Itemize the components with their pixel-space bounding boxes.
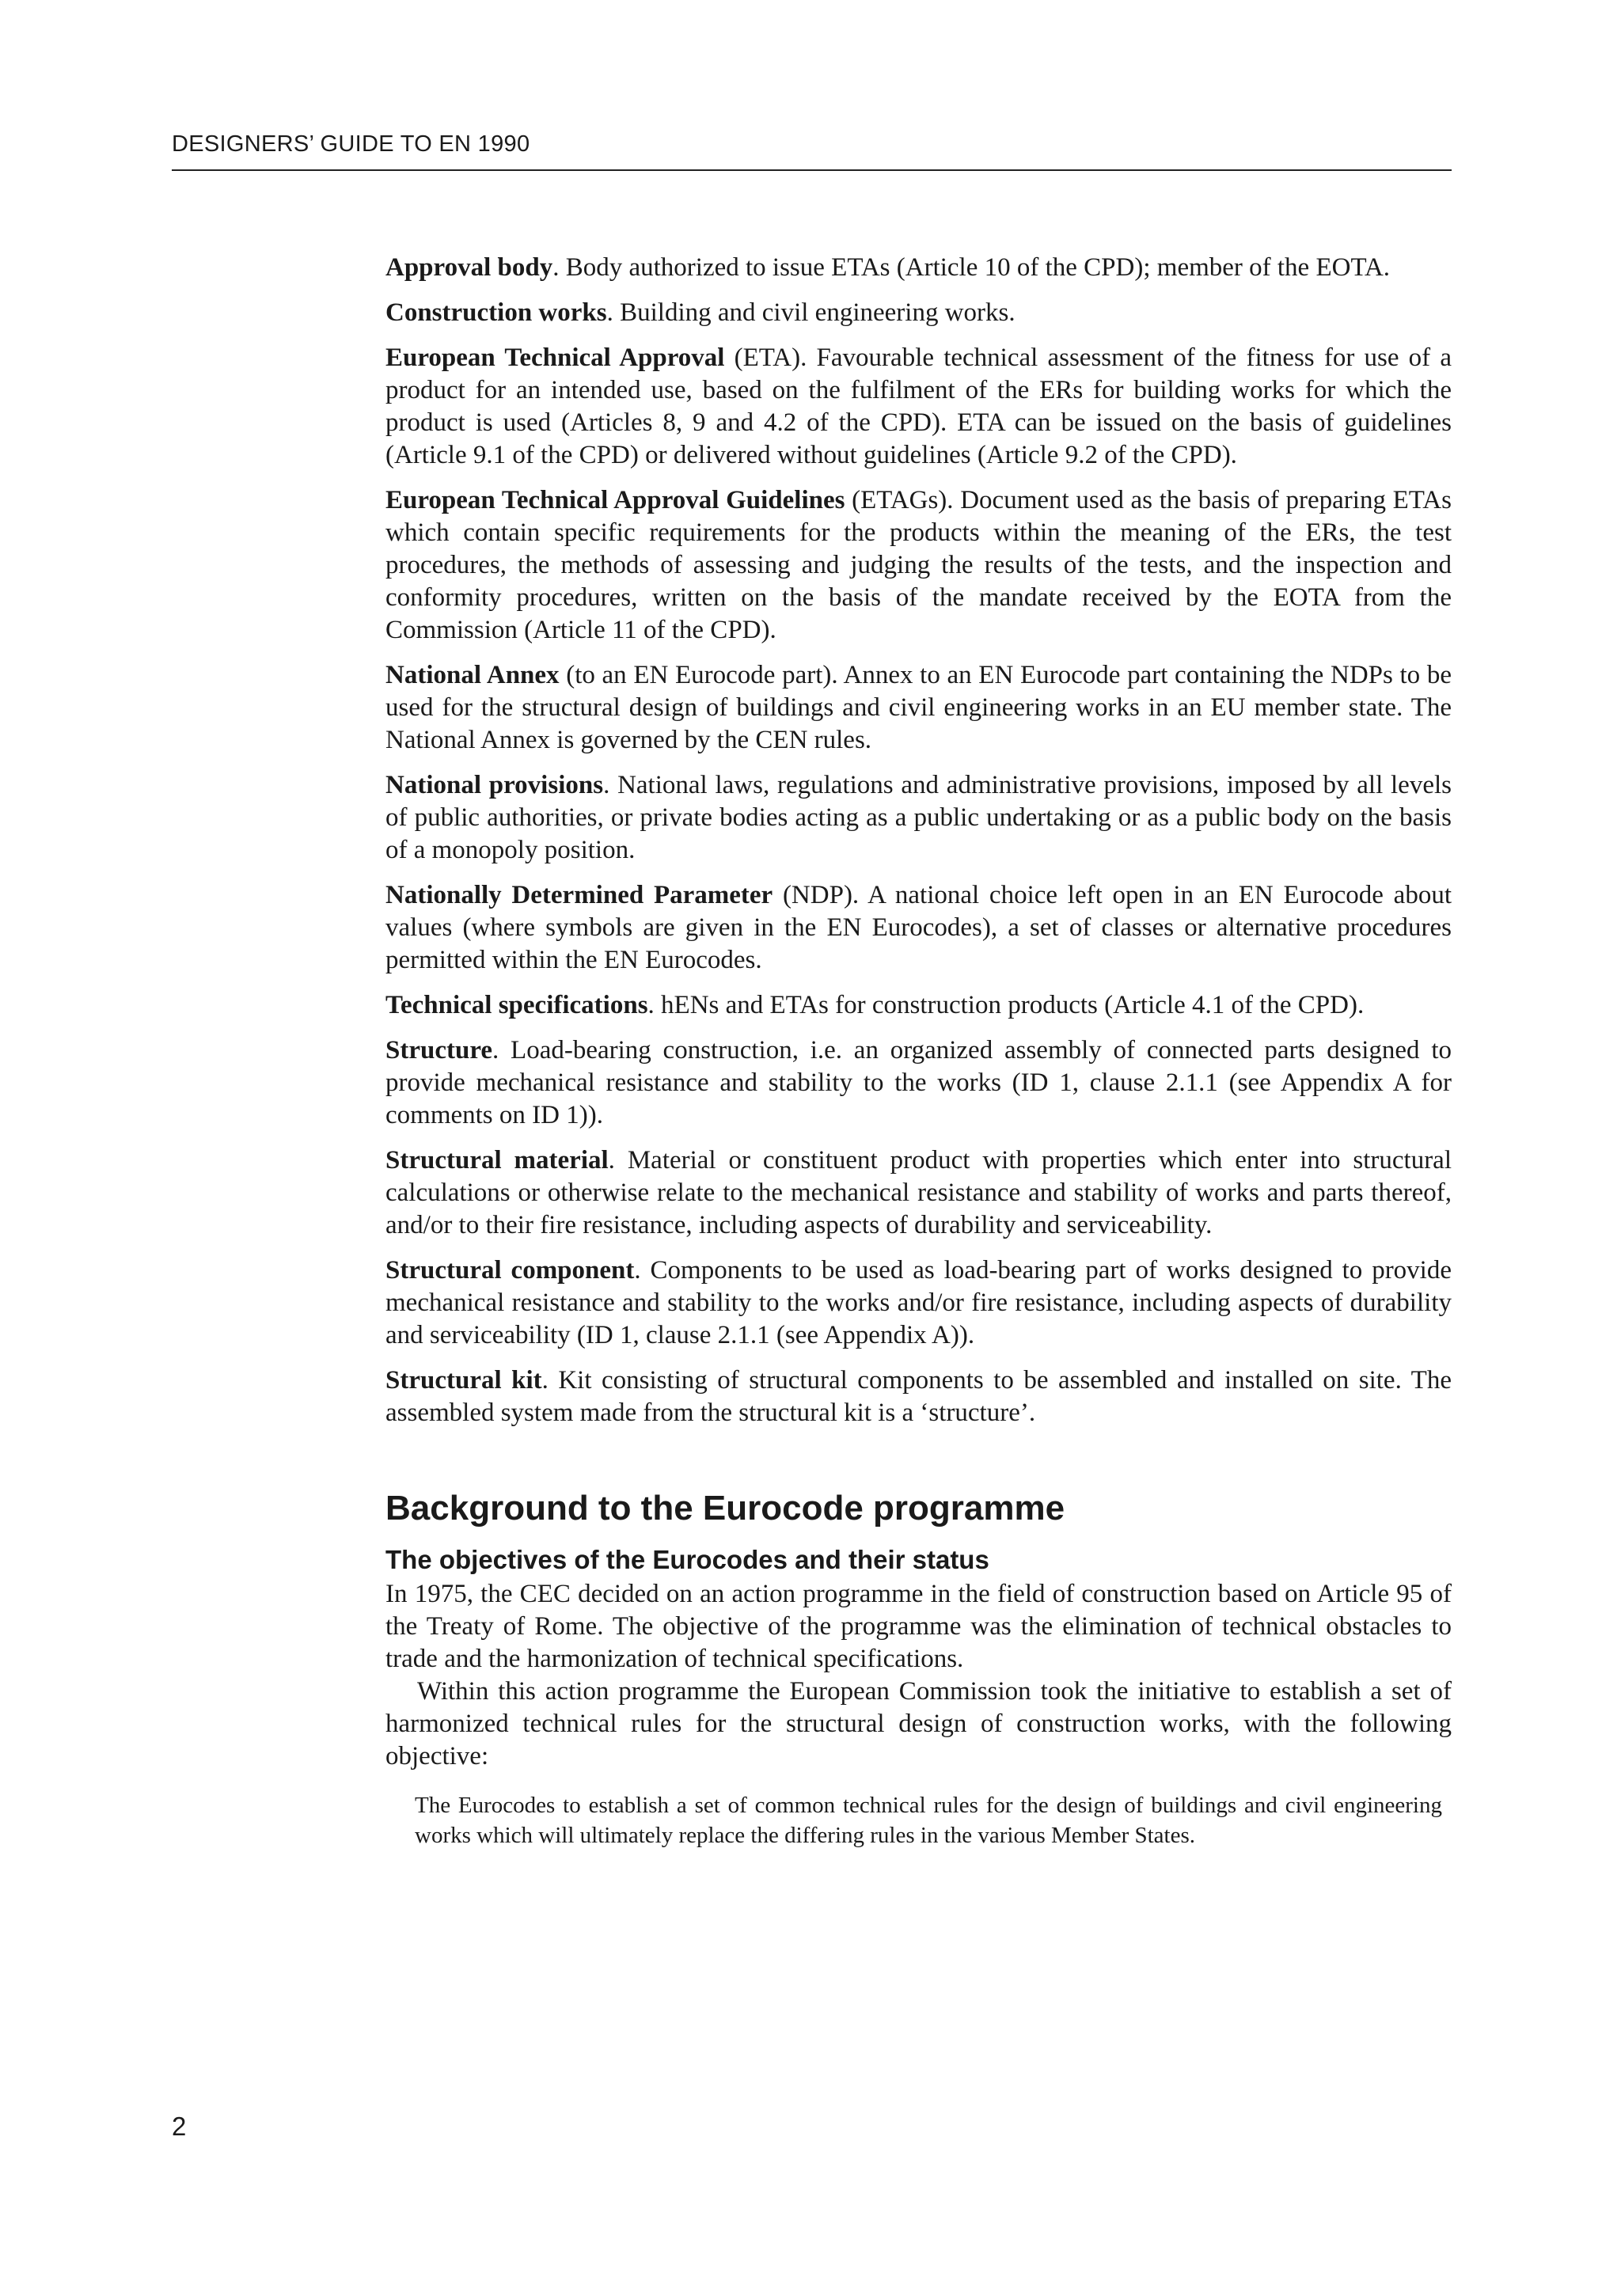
definition-european-technical-approval xyxy=(385,342,1452,472)
body-paragraph: In 1975, the CEC decided on an action programme in the field of construction based on Article 95 of the Treaty of Rome. The objective of the programme was the elimination of technical obstacles to trade and the harmonization of technical specifications. xyxy=(385,1580,1452,1673)
definition-term: Structure xyxy=(385,1036,493,1065)
definition-term: Structural kit xyxy=(385,1366,542,1395)
definition-text: . Kit consisting of structural components to be assembled and installed on site. The assembled system made from the structural kit is a ‘structure’. xyxy=(385,1366,1452,1427)
definition-structural-component xyxy=(385,1254,1452,1352)
definition-national-annex xyxy=(385,659,1452,757)
definition-term: Nationally Determined Parameter xyxy=(385,881,773,909)
definition-structural-material xyxy=(385,1144,1452,1242)
definition-technical-specifications xyxy=(385,989,1452,1022)
definition-national-provisions xyxy=(385,769,1452,867)
definition-term: Construction works xyxy=(385,298,607,327)
definition-term: European Technical Approval xyxy=(385,343,725,372)
block-quote: The Eurocodes to establish a set of common technical rules for the design of buildings and civil engineering works which will ultimately replace the differing rules in the various Member States. xyxy=(415,1793,1442,1848)
definition-text: (to an EN Eurocode part). Annex to an EN Eurocode part containing the NDPs to be used for the structural design of buildings and civil engineering works in an EU member state. The National Annex is governed by the CEN rules. xyxy=(385,661,1452,754)
definition-term: National provisions xyxy=(385,771,604,799)
page-body xyxy=(385,252,1452,1850)
definition-etag xyxy=(385,484,1452,647)
definition-approval-body xyxy=(385,252,1452,284)
definition-term: European Technical Approval Guidelines xyxy=(385,486,845,514)
definition-structural-kit xyxy=(385,1364,1452,1429)
definition-structure xyxy=(385,1034,1452,1132)
definition-ndp xyxy=(385,879,1452,977)
definition-text: . Material or constituent product with properties which enter into structural calculations or otherwise relate to the mechanical resistance and stability of works and parts thereof, and/or to their fire resistance, including aspects of durability and serviceability. xyxy=(385,1146,1452,1239)
definition-term: National Annex xyxy=(385,661,560,689)
definition-text: . National laws, regulations and administrative provisions, imposed by all levels of public authorities, or private bodies acting as a public undertaking or as a public body on the basis of a monopoly position. xyxy=(385,771,1452,864)
running-header xyxy=(172,128,1452,171)
definition-text: (ETA). Favourable technical assessment of the fitness for use of a product for an intended use, based on the fulfilment of the ERs for building works for which the product is used (Articles 8, 9 and 4.2 of the CPD). ETA can be issued on the basis of guidelines (Article 9.1 of the CPD) or delivered without guidelines (Article 9.2 of the CPD). xyxy=(385,343,1452,469)
definition-term: Technical specifications xyxy=(385,991,648,1019)
body-paragraph: Within this action programme the European Commission took the initiative to establish a set of harmonized technical rules for the structural design of construction works, with the following objective: xyxy=(385,1677,1452,1770)
definition-text: (NDP). A national choice left open in an EN Eurocode about values (where symbols are given in the EN Eurocodes), a set of classes or alternative procedures permitted within the EN Eurocodes. xyxy=(385,881,1452,974)
definition-text: . Components to be used as load-bearing part of works designed to provide mechanical resistance and stability to the works and/or fire resistance, including aspects of durability and serviceability (ID 1, clause 2.1.1 (see Appendix A)). xyxy=(385,1256,1452,1349)
definition-text: . Load-bearing construction, i.e. an organized assembly of connected parts designed to provide mechanical resistance and stability to the works (ID 1, clause 2.1.1 (see Appendix A for comments on ID 1)). xyxy=(385,1036,1452,1129)
definition-text: . Building and civil engineering works. xyxy=(606,298,1015,327)
section-heading: Background to the Eurocode programme xyxy=(385,1489,1065,1528)
definition-construction-works xyxy=(385,297,1452,329)
subsection-heading: The objectives of the Eurocodes and their status xyxy=(385,1545,989,1574)
page-number: 2 xyxy=(172,2112,187,2141)
definition-term: Structural component xyxy=(385,1256,635,1285)
definition-text: (ETAGs). Document used as the basis of preparing ETAs which contain specific requirements for the products within the meaning of the ERs, the test procedures, the methods of assessing and judging the results of the tests, and the inspection and conformity procedures, written on the basis of the mandate received by the EOTA from the Commission (Article 11 of the CPD). xyxy=(385,486,1452,644)
definition-term: Structural material xyxy=(385,1146,609,1175)
definition-text: . Body authorized to issue ETAs (Article 10 of the CPD); member of the EOTA. xyxy=(552,253,1391,282)
definition-text: . hENs and ETAs for construction products (Article 4.1 of the CPD). xyxy=(647,991,1365,1019)
definition-term: Approval body xyxy=(385,253,553,282)
running-header-title: DESIGNERS’ GUIDE TO EN 1990 xyxy=(172,131,530,157)
